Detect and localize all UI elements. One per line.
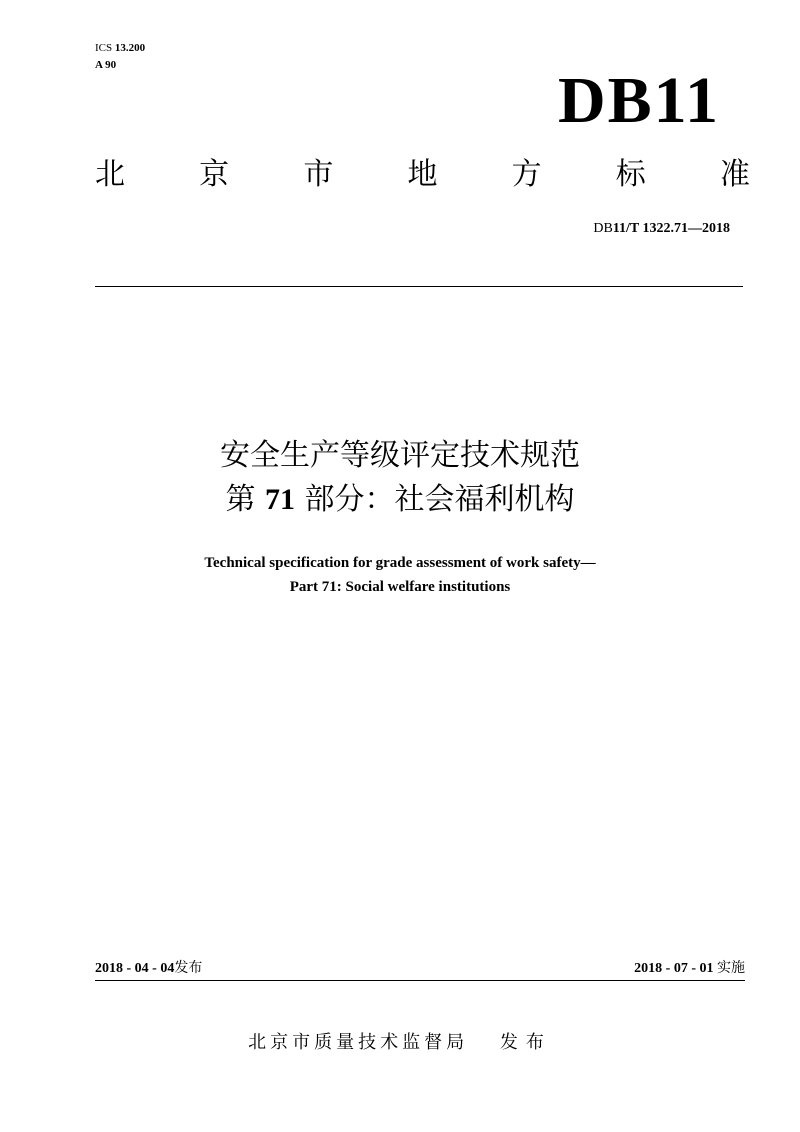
ccs-code: A 90 bbox=[95, 59, 117, 71]
publisher-organization: 北京市质量技术监督局 bbox=[248, 1032, 469, 1053]
date-row bbox=[95, 958, 745, 979]
english-title bbox=[0, 551, 800, 599]
issue-date: 2018 - 04 - 04 bbox=[95, 961, 175, 976]
issue-date-block bbox=[95, 958, 202, 979]
db-logo: DB11 bbox=[557, 64, 720, 137]
standard-type-char: 地 bbox=[407, 157, 438, 192]
standard-type-char: 准 bbox=[719, 157, 750, 192]
standard-type-char: 京 bbox=[199, 157, 230, 192]
chinese-title-part-prefix: 第 bbox=[225, 482, 256, 517]
standard-type-char: 市 bbox=[303, 157, 334, 192]
english-title-line-1: Technical specification for grade assessment of work safety— bbox=[204, 555, 596, 571]
publisher bbox=[0, 1030, 800, 1056]
standard-number bbox=[593, 219, 730, 239]
english-title-line-2: Part 71: Social welfare institutions bbox=[289, 579, 511, 595]
publisher-action: 发布 bbox=[499, 1032, 552, 1053]
standard-type-char: 北 bbox=[95, 157, 125, 192]
standard-number-prefix: DB bbox=[593, 221, 613, 236]
chinese-title-line-2 bbox=[0, 478, 800, 522]
ics-line bbox=[95, 40, 145, 57]
implement-date-block bbox=[634, 958, 745, 979]
implement-label: 实施 bbox=[717, 960, 745, 976]
bottom-divider bbox=[95, 980, 745, 981]
standard-number-code: 11/T 1322.71—2018 bbox=[612, 221, 730, 236]
ics-code: 13.200 bbox=[114, 42, 146, 54]
chinese-title-line-1: 安全生产等级评定技术规范 bbox=[220, 438, 580, 473]
standard-type bbox=[95, 155, 750, 195]
classification-codes bbox=[95, 40, 145, 74]
implement-date: 2018 - 07 - 01 bbox=[634, 961, 714, 976]
standard-type-char: 方 bbox=[511, 157, 542, 192]
ics-label: ICS bbox=[95, 42, 113, 54]
ccs-line bbox=[95, 57, 145, 74]
top-divider bbox=[95, 286, 743, 287]
issue-label: 发布 bbox=[174, 960, 203, 976]
chinese-title bbox=[0, 434, 800, 522]
chinese-title-part-name: 部分：社会福利机构 bbox=[304, 482, 575, 517]
chinese-title-part-number: 71 bbox=[265, 483, 295, 516]
standard-type-char: 标 bbox=[615, 157, 646, 192]
